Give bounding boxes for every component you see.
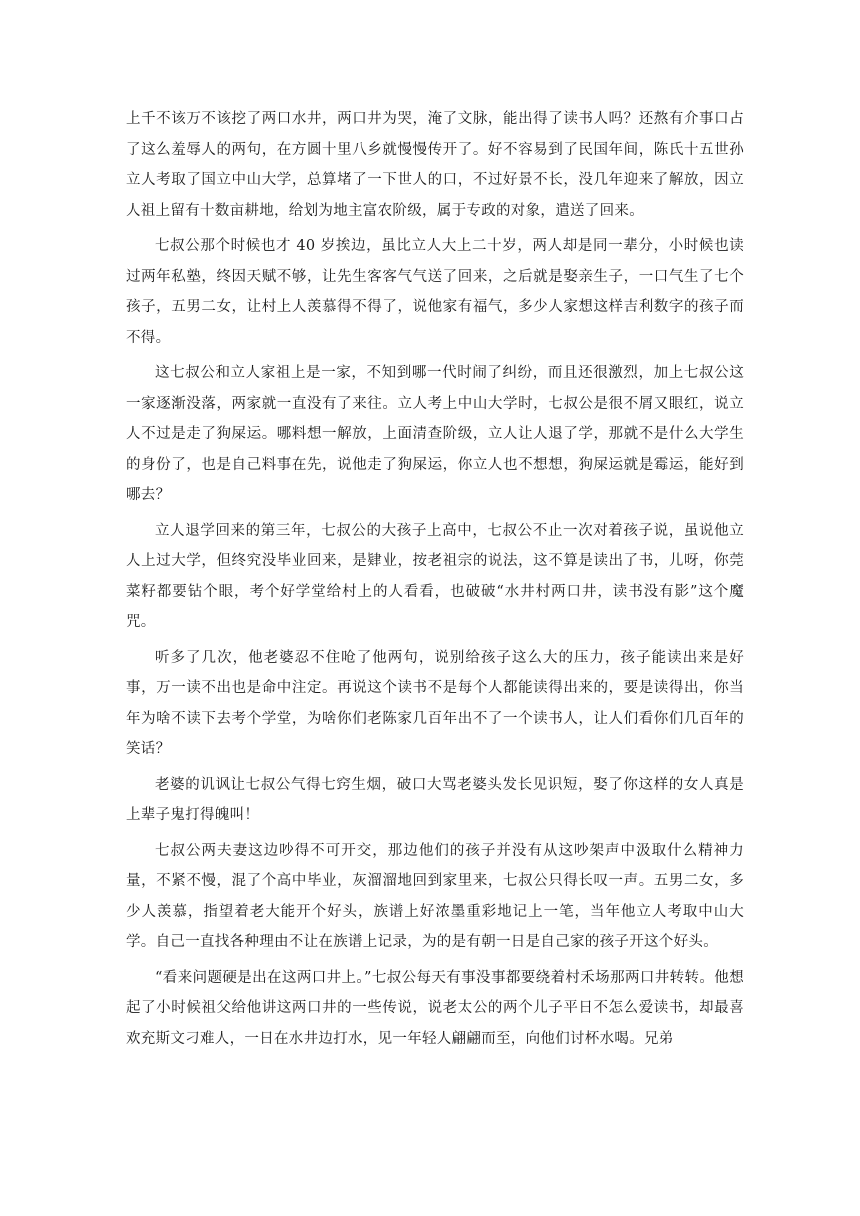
paragraph-4: 立人退学回来的第三年，七叔公的大孩子上高中，七叔公不止一次对着孩子说，虽说他立人上过大学，但终究没毕业回来，是肄业，按老祖宗的说法，这不算是读出了书，儿呀，你莞菜籽都要钻个眼，考个好学堂给村上的人看看，也破破“水井村两口井，读书没有影”这个魔咒。 [126, 522, 744, 630]
paragraph-3: 这七叔公和立人家祖上是一家，不知到哪一代时闹了纠纷，而且还很激烈，加上七叔公这一家逐渐没落，两家就一直没有了来往。立人考上中山大学时，七叔公是很不屑又眼红，说立人不过是走了狗屎运。哪料想一解放，上面清查阶级，立人让人退了学，那就不是什么大学生的身份了，也是自己料事在先，说他走了狗屎运，你立人也不想想，狗屎运就是霉运，能好到哪去？ [126, 365, 744, 503]
paragraph-1: 上千不该万不该挖了两口水井，两口井为哭，淹了文脉，能出得了读书人吗？还熬有介事口占了这么羞辱人的两句，在方圆十里八乡就慢慢传开了。好不容易到了民国年间，陈氏十五世孙立人考取了国立中山大学，总算堵了一下世人的口，不过好景不长，没几年迎来了解放，因立人祖上留有十数亩耕地，给划为地主富农阶级，属于专政的对象，遣送了回来。 [126, 111, 744, 219]
paragraph-8: “看来问题硬是出在这两口井上。”七叔公每天有事没事都要绕着村禾场那两口井转转。他想起了小时候祖父给他讲这两口井的一些传说，说老太公的两个儿子平日不怎么爱读书，却最喜欢充斯文刁难人，一日在水井边打水，见一年轻人翩翩而至，向他们讨杯水喝。兄弟 [126, 969, 744, 1047]
paragraph-2: 七叔公那个时候也才 40 岁挨边，虽比立人大上二十岁，两人却是同一辈分，小时候也读过两年私塾，终因天赋不够，让先生客客气气送了回来，之后就是娶亲生子，一口气生了七个孩子，五男二女，让村上人羡慕得不得了，说他家有福气，多少人家想这样吉利数字的孩子而不得。 [126, 238, 744, 346]
paragraph-5: 听多了几次，他老婆忍不住呛了他两句，说别给孩子这么大的压力，孩子能读出来是好事，万一读不出也是命中注定。再说这个读书不是每个人都能读得出来的，要是读得出，你当年为啥不读下去考个学堂，为啥你们老陈家几百年出不了一个读书人，让人们看你们几百年的笑话？ [126, 649, 744, 757]
paragraph-7: 七叔公两夫妻这边吵得不可开交，那边他们的孩子并没有从这吵架声中汲取什么精神力量，不紧不慢，混了个高中毕业，灰溜溜地回到家里来，七叔公只得长叹一声。五男二女，多少人羡慕，指望着老大能开个好头，族谱上好浓墨重彩地记上一笔，当年他立人考取中山大学。自己一直找各种理由不让在族谱上记录，为的是有朝一日是自己家的孩子开这个好头。 [126, 842, 744, 950]
paragraph-6: 老婆的讥讽让七叔公气得七窍生烟，破口大骂老婆头发长见识短，娶了你这样的女人真是上辈子鬼打得魄叫！ [126, 776, 744, 823]
article-body [126, 104, 744, 1059]
